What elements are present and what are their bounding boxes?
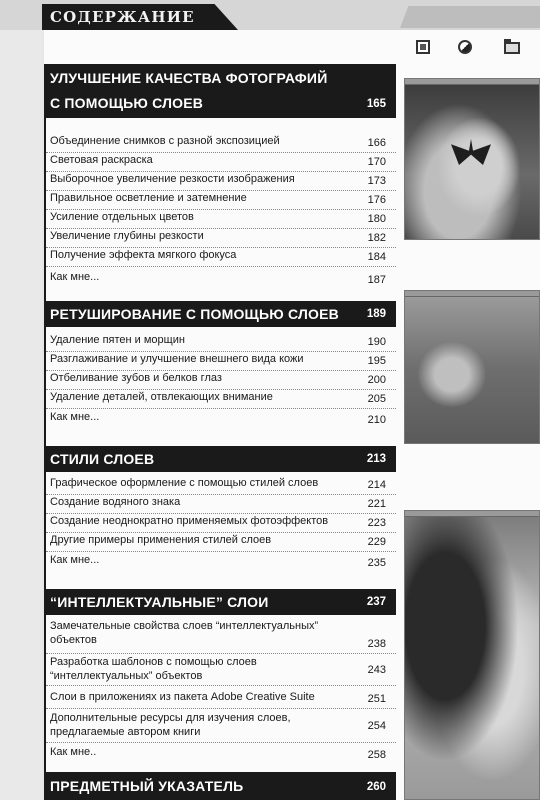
toc-item[interactable] bbox=[46, 333, 396, 352]
photo-column bbox=[396, 64, 540, 800]
toc-item-page: 254 bbox=[367, 720, 386, 732]
toc-item-page: 251 bbox=[367, 693, 386, 705]
toc-item[interactable] bbox=[46, 352, 396, 371]
toc-item-page: 195 bbox=[367, 355, 386, 367]
toc-item-text: Как мне.. bbox=[50, 746, 97, 758]
toc-item-page: 205 bbox=[367, 393, 386, 405]
toc-item-page: 170 bbox=[367, 156, 386, 168]
toc-item[interactable] bbox=[46, 134, 396, 153]
section-heading-retouching[interactable] bbox=[46, 301, 396, 327]
toc-item-text: Слои в приложениях из пакета Adobe Creative Suite bbox=[50, 691, 315, 703]
toc-item-page: 258 bbox=[367, 749, 386, 761]
section-page-number: 260 bbox=[366, 781, 386, 793]
section-title-line1: УЛУЧШЕНИЕ КАЧЕСТВА ФОТОГРАФИЙ bbox=[50, 70, 328, 86]
section-page-number: 189 bbox=[366, 308, 386, 320]
toc-item-text-line2: предлагаемые автором книги bbox=[50, 726, 201, 738]
underwater-child-photo bbox=[404, 290, 540, 444]
toc-item-page: 182 bbox=[367, 232, 386, 244]
toc-item-text-line1: Замечательные свойства слоев “интеллектуальных” bbox=[50, 620, 319, 632]
toc-item-text: Другие примеры применения стилей слоев bbox=[50, 534, 272, 546]
adjustment-layer-icon bbox=[458, 40, 472, 54]
toc-item-text-line1: Дополнительные ресурсы для изучения слоев, bbox=[50, 712, 291, 724]
toc-item-text-line1: Разработка шаблонов с помощью слоев bbox=[50, 656, 257, 668]
toc-item-text: Отбеливание зубов и белков глаз bbox=[50, 372, 222, 384]
butterfly-photo bbox=[404, 78, 540, 240]
toc-item[interactable] bbox=[46, 191, 396, 210]
toc-item[interactable] bbox=[46, 371, 396, 390]
toc-item[interactable] bbox=[46, 495, 396, 514]
toc-item[interactable] bbox=[46, 410, 396, 429]
toc-item-page: 187 bbox=[367, 274, 386, 286]
toc-item-text: Световая раскраска bbox=[50, 154, 153, 166]
toc-item[interactable] bbox=[46, 533, 396, 552]
toc-item-text: Объединение снимков с разной экспозицией bbox=[50, 135, 280, 147]
section-title: “ИНТЕЛЛЕКТУАЛЬНЫЕ” СЛОИ bbox=[50, 594, 269, 610]
toc-item-page: 210 bbox=[367, 414, 386, 426]
toc-item-page: 184 bbox=[367, 251, 386, 263]
toc-item[interactable] bbox=[46, 553, 396, 572]
toc-item[interactable] bbox=[46, 514, 396, 533]
toc-item-text: Графическое оформление с помощью стилей слоев bbox=[50, 477, 319, 489]
toc-item[interactable] bbox=[46, 476, 396, 495]
toc-item-page: 214 bbox=[367, 479, 386, 491]
toc-item-text: Усиление отдельных цветов bbox=[50, 211, 194, 223]
toc-item-text-line2: объектов bbox=[50, 634, 97, 646]
section-title: СТИЛИ СЛОЕВ bbox=[50, 451, 155, 467]
section-heading-layer-styles[interactable] bbox=[46, 446, 396, 472]
section-title-line2: С ПОМОЩЬЮ СЛОЕВ bbox=[50, 95, 204, 111]
toc-item-page: 243 bbox=[367, 664, 386, 676]
toc-item[interactable] bbox=[46, 270, 396, 289]
toc-item[interactable] bbox=[46, 390, 396, 409]
section-page-number: 213 bbox=[366, 453, 386, 465]
toc-item[interactable] bbox=[46, 690, 396, 709]
toc-item-page: 166 bbox=[367, 137, 386, 149]
toc-item-text: Создание водяного знака bbox=[50, 496, 181, 508]
toc-item-text: Выборочное увеличение резкости изображения bbox=[50, 173, 295, 185]
toc-item[interactable] bbox=[46, 229, 396, 248]
toc-item-text: Правильное осветление и затемнение bbox=[50, 192, 247, 204]
toc-item-page: 200 bbox=[367, 374, 386, 386]
toc-item-page: 180 bbox=[367, 213, 386, 225]
toc-item-text: Удаление пятен и морщин bbox=[50, 334, 185, 346]
page-title: СОДЕРЖАНИЕ bbox=[50, 8, 195, 26]
toc-item-text: Разглаживание и улучшение внешнего вида кожи bbox=[50, 353, 304, 365]
toc-item-text bbox=[50, 711, 340, 739]
toc-item[interactable] bbox=[46, 153, 396, 172]
toc-item-page: 238 bbox=[367, 638, 386, 650]
toc-item-page: 190 bbox=[367, 336, 386, 348]
toc-item-page: 235 bbox=[367, 557, 386, 569]
toc-item[interactable] bbox=[46, 248, 396, 267]
toc-item-text: Как мне... bbox=[50, 271, 100, 283]
toc-item-text-line2: “интеллектуальных” объектов bbox=[50, 670, 203, 682]
toc-item-text: Создание неоднократно применяемых фотоэффектов bbox=[50, 515, 329, 527]
section-page-number: 165 bbox=[366, 98, 386, 110]
folder-icon bbox=[504, 42, 520, 54]
section-title: ПРЕДМЕТНЫЙ УКАЗАТЕЛЬ bbox=[50, 778, 244, 794]
section-heading-photo-quality[interactable] bbox=[46, 64, 396, 118]
toc-item-text: Как мне... bbox=[50, 411, 100, 423]
section-page-number: 237 bbox=[366, 596, 386, 608]
layer-mask-icon bbox=[416, 40, 430, 54]
toc-item-page: 229 bbox=[367, 536, 386, 548]
toc-item-text bbox=[50, 655, 340, 683]
toc-item[interactable] bbox=[46, 655, 396, 686]
section-title: РЕТУШИРОВАНИЕ С ПОМОЩЬЮ СЛОЕВ bbox=[50, 306, 339, 322]
toc-item-page: 176 bbox=[367, 194, 386, 206]
toc-item[interactable] bbox=[46, 745, 396, 764]
section-heading-index[interactable] bbox=[46, 772, 396, 800]
toc-item-page: 221 bbox=[367, 498, 386, 510]
icon-bar bbox=[44, 30, 540, 64]
toc-item[interactable] bbox=[46, 210, 396, 229]
toc-item[interactable] bbox=[46, 619, 396, 654]
left-margin bbox=[0, 30, 42, 800]
butterfly-shape bbox=[451, 139, 491, 165]
toc-item-text: Как мне... bbox=[50, 554, 100, 566]
header-ghost-tab bbox=[400, 6, 540, 28]
section-heading-smart-layers[interactable] bbox=[46, 589, 396, 615]
toc-item-page: 173 bbox=[367, 175, 386, 187]
toc-item-text: Получение эффекта мягкого фокуса bbox=[50, 249, 237, 261]
toc-item-text: Удаление деталей, отвлекающих внимание bbox=[50, 391, 273, 403]
toc-item-text: Увеличение глубины резкости bbox=[50, 230, 204, 242]
toc-item-text bbox=[50, 619, 340, 647]
toc-item[interactable] bbox=[46, 711, 396, 743]
toc-item-page: 223 bbox=[367, 517, 386, 529]
toc-item[interactable] bbox=[46, 172, 396, 191]
wedding-photo bbox=[404, 510, 540, 800]
